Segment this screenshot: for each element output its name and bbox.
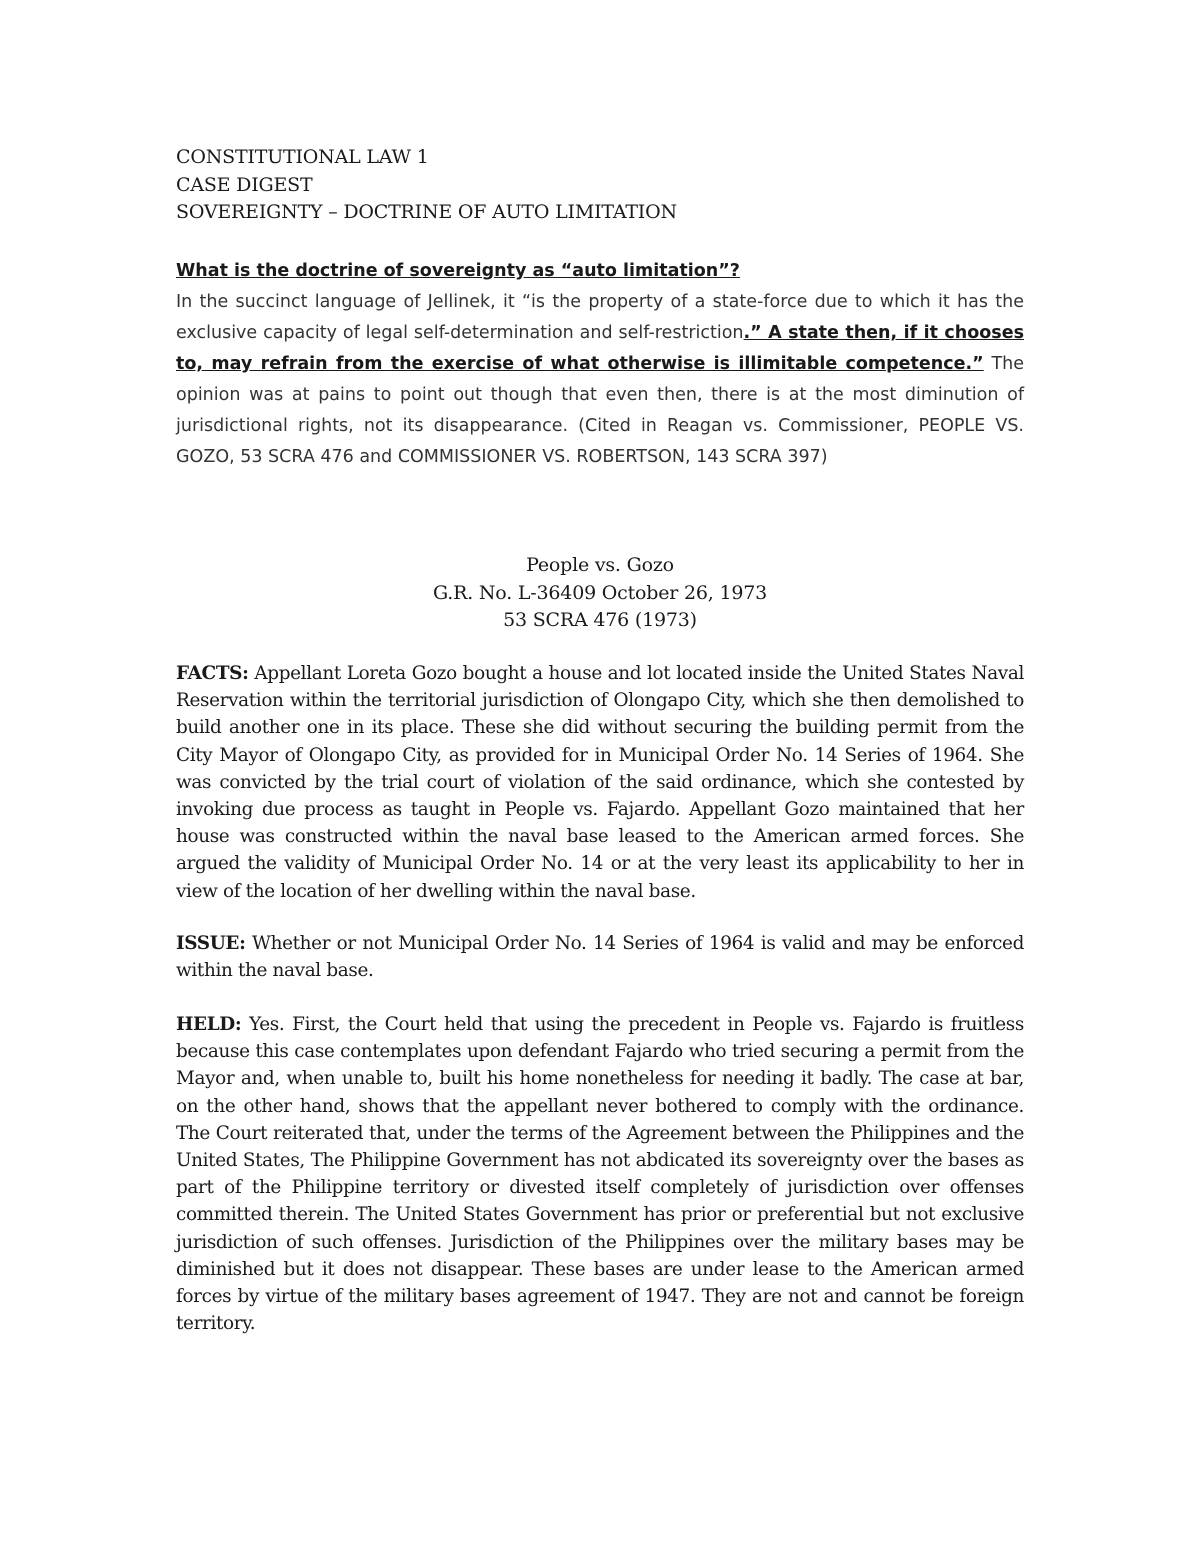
case-citation: 53 SCRA 476 (1973) xyxy=(503,609,697,631)
course-title: CONSTITUTIONAL LAW 1 xyxy=(176,146,429,168)
facts-text: Appellant Loreta Gozo bought a house and lot located inside the United States Naval Reservation within the territorial jurisdiction of Olongapo City, which she then demolished to build another one in its place. These she did without securing the building permit from the City Mayor of Olongapo City, as provided for in Municipal Order No. 14 Series of 1964. She was convicted by the trial court of violation of the said ordinance, which she contested by invoking due process as taught in People vs. Fajardo. Appellant Gozo maintained that her house was constructed within the naval base leased to the American armed forces. She argued the validity of Municipal Order No. 14 or at the very least its applicability to her in view of the location of her dwelling within the naval base. xyxy=(176,663,1024,902)
issue-section xyxy=(176,930,1024,984)
doctrine-question: What is the doctrine of sovereignty as “auto limitation”? xyxy=(176,261,740,281)
topic-title: SOVEREIGNTY – DOCTRINE OF AUTO LIMITATION xyxy=(176,201,677,223)
issue-label: ISSUE: xyxy=(176,933,246,954)
held-label: HELD: xyxy=(176,1014,242,1035)
answer-emphasis: .” A state then, if it chooses to, may refrain from the exercise of what otherwise is illimitable competence.” xyxy=(176,323,1024,374)
document-type: CASE DIGEST xyxy=(176,173,313,196)
facts-label: FACTS: xyxy=(176,663,249,684)
doctrine-answer xyxy=(176,287,1024,473)
facts-section xyxy=(176,660,1024,905)
answer-text-cont: The opinion was at pains to point out though that even then, there is at the most diminution of jurisdictional rights, not its disappearance. (Cited in Reagan vs. Commissioner, PEOPLE VS. GOZO, 53 SCRA 476 and COMMISSIONER VS. ROBERTSON, 143 SCRA 397) xyxy=(176,354,1024,467)
document-header xyxy=(176,144,1036,227)
answer-text: In the succinct language of Jellinek, it “is the property of a state-force due to which it has the exclusive capacity of legal self-determination and self-restriction xyxy=(176,292,1024,343)
case-heading xyxy=(176,552,1024,635)
held-text: Yes. First, the Court held that using the precedent in People vs. Fajardo is fruitless because this case contemplates upon defendant Fajardo who tried securing a permit from the Mayor and, when unable to, built his home nonetheless for needing it badly. The case at bar, on the other hand, shows that the appellant never bothered to comply with the ordinance. The Court reiterated that, under the terms of the Agreement between the Philippines and the United States, The Philippine Government has not abdicated its sovereignty over the bases as part of the Philippine territory or divested itself completely of jurisdiction over offenses committed therein. The United States Government has prior or preferential but not exclusive jurisdiction of such offenses. Jurisdiction of the Philippines over the military bases may be diminished but it does not disappear. These bases are under lease to the American armed forces by virtue of the military bases agreement of 1947. They are not and cannot be foreign territory. xyxy=(176,1014,1024,1335)
issue-text: Whether or not Municipal Order No. 14 Series of 1964 is valid and may be enforced within the naval base. xyxy=(176,933,1024,982)
doctrine-question-block xyxy=(176,256,1024,473)
held-section xyxy=(176,1011,1024,1337)
case-title: People vs. Gozo xyxy=(526,554,674,576)
case-gr-number: G.R. No. L-36409 October 26, 1973 xyxy=(432,581,768,604)
